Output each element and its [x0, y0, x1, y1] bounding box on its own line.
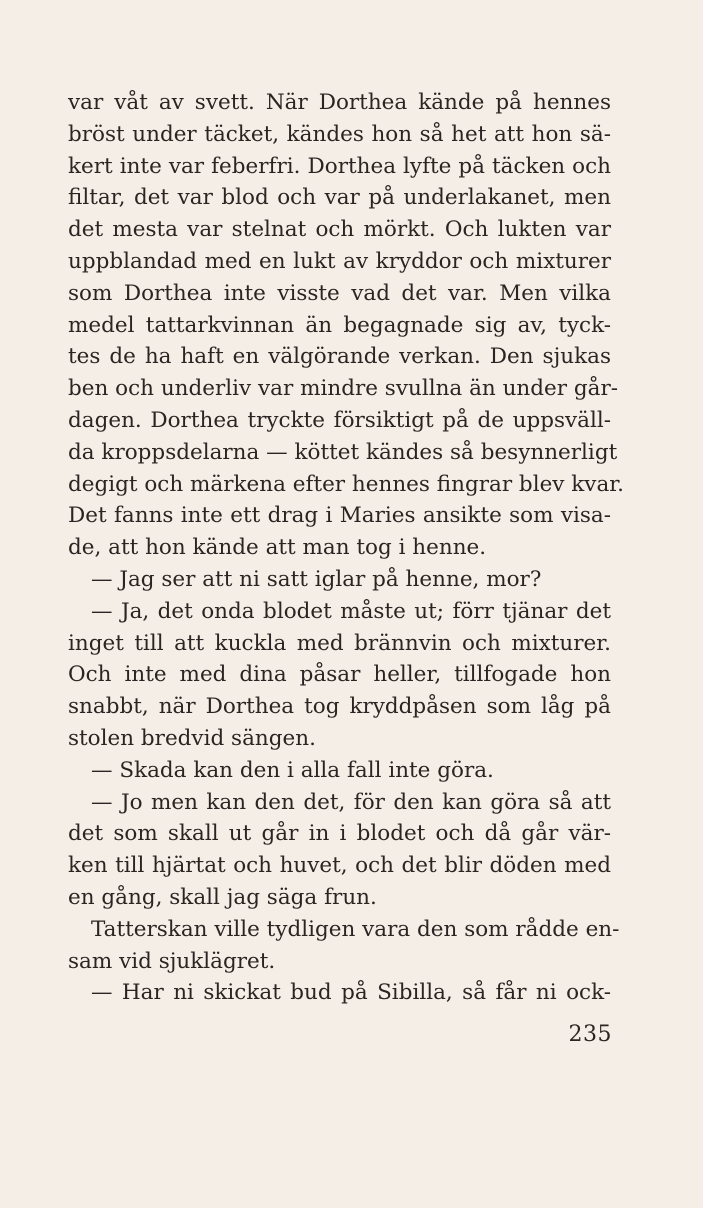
text-line: de, att hon kände att man tog i henne. — [68, 535, 487, 561]
text-line: Det fanns inte ett drag i Maries ansikte som visa- — [68, 503, 611, 529]
text-line: kert inte var feberfri. Dorthea lyfte på täcken och — [68, 153, 611, 179]
text-line: degigt och märkena efter hennes fingrar blev kvar. — [68, 471, 625, 497]
dialogue-line: — Jo men kan den det, för den kan göra så att — [91, 789, 611, 815]
paragraph-start-line: Tatterskan ville tydligen vara den som rådde en- — [91, 916, 620, 942]
text-line: ken till hjärtat och huvet, och det blir döden med — [68, 853, 611, 879]
text-line: Och inte med dina påsar heller, tillfogade hon — [68, 662, 611, 688]
text-line: bröst under täcket, kändes hon så het att hon sä- — [68, 121, 611, 147]
text-line: inget till att kuckla med brännvin och mixturer. — [68, 630, 611, 656]
text-line: det som skall ut går in i blodet och då går vär- — [68, 821, 611, 847]
text-line: filtar, det var blod och var på underlakanet, men — [68, 185, 611, 211]
text-line: det mesta var stelnat och mörkt. Och lukten var — [68, 217, 611, 243]
text-line: snabbt, när Dorthea tog kryddpåsen som låg på — [68, 694, 611, 720]
text-line: dagen. Dorthea tryckte försiktigt på de uppsväll- — [68, 407, 611, 433]
text-line: ben och underliv var mindre svullna än under går- — [68, 376, 619, 402]
text-line: som Dorthea inte visste vad det var. Men vilka — [68, 280, 611, 306]
text-line: da kroppsdelarna — köttet kändes så besynnerligt — [68, 439, 618, 465]
text-line: tes de ha haft en välgörande verkan. Den sjukas — [68, 344, 611, 370]
text-line: uppblandad med en lukt av kryddor och mixturer — [68, 248, 611, 274]
text-line: stolen bredvid sängen. — [68, 725, 316, 751]
dialogue-line: — Jag ser att ni satt iglar på henne, mor? — [91, 566, 542, 592]
page-number: 235 — [568, 1022, 612, 1047]
text-line: sam vid sjuklägret. — [68, 948, 276, 974]
dialogue-line: — Ja, det onda blodet måste ut; förr tjänar det — [91, 598, 611, 624]
dialogue-line: — Har ni skickat bud på Sibilla, så får ni ock- — [91, 980, 611, 1006]
body-text — [68, 87, 625, 1009]
text-line: en gång, skall jag säga frun. — [68, 884, 377, 910]
text-line: medel tattarkvinnan än begagnade sig av, tyck- — [68, 312, 611, 338]
dialogue-line: — Skada kan den i alla fall inte göra. — [91, 757, 494, 783]
text-line: var våt av svett. När Dorthea kände på hennes — [68, 90, 611, 115]
